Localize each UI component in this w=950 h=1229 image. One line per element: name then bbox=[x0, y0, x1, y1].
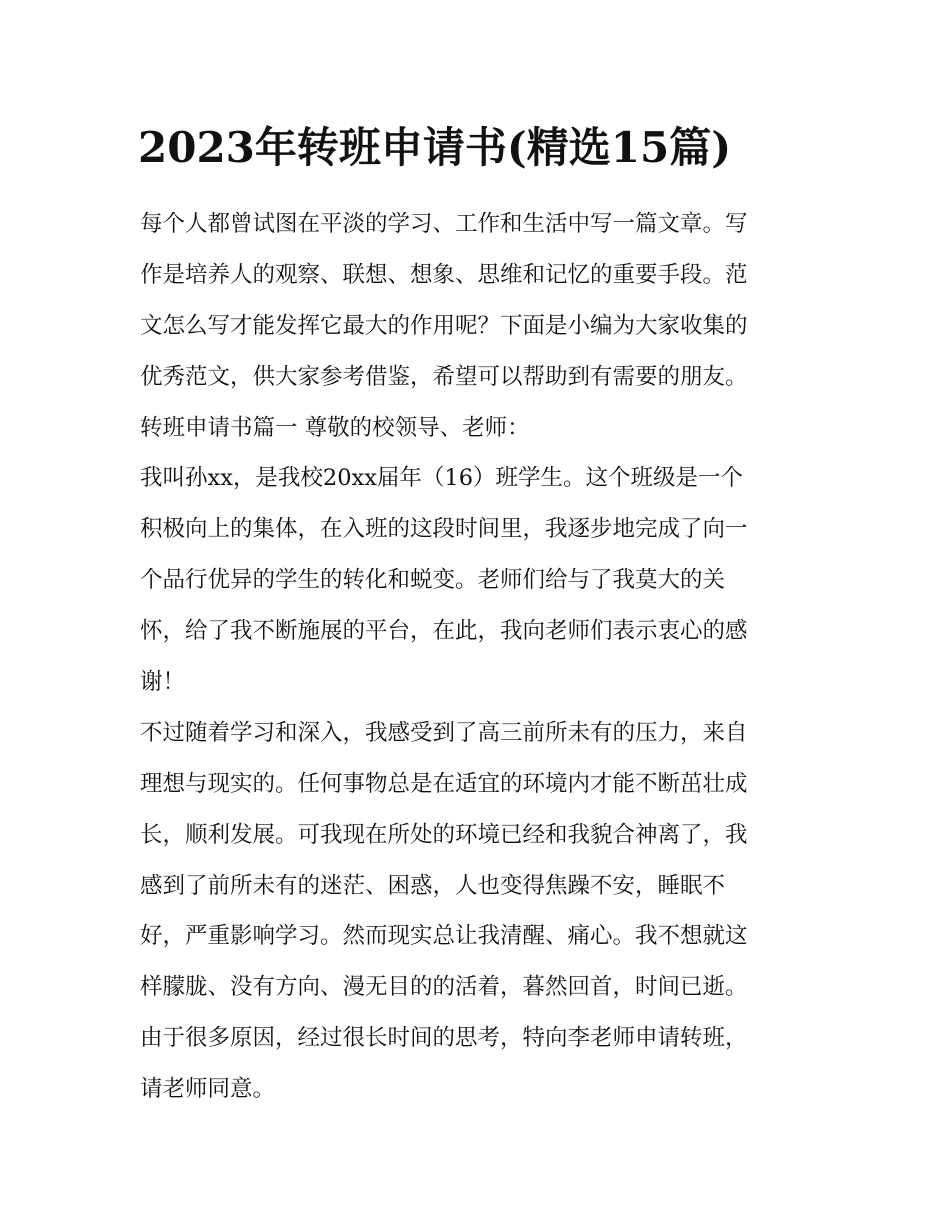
text-line: 个品行优异的学生的转化和蜕变。老师们给与了我莫大的关 bbox=[140, 567, 726, 594]
paragraph-intro bbox=[140, 199, 812, 403]
text-line: 好，严重影响学习。然而现实总让我清醒、痛心。我不想就这 bbox=[140, 923, 748, 950]
page-title: 2023年转班申请书(精选15篇) bbox=[138, 123, 732, 172]
document-body bbox=[140, 199, 812, 1115]
text-line: 怀，给了我不断施展的平台，在此，我向老师们表示衷心的感 bbox=[140, 618, 748, 645]
text-line: 优秀范文，供大家参考借鉴，希望可以帮助到有需要的朋友。 bbox=[140, 363, 748, 390]
text-line: 不过随着学习和深入，我感受到了高三前所未有的压力，来自 bbox=[140, 719, 748, 746]
text-line: 样朦胧、没有方向、漫无目的的活着，暮然回首，时间已逝。 bbox=[140, 974, 748, 1001]
text-line: 作是培养人的观察、联想、想象、思维和记忆的重要手段。范 bbox=[140, 261, 748, 288]
text-line: 感到了前所未有的迷茫、困惑，人也变得焦躁不安，睡眠不 bbox=[140, 872, 726, 899]
text-line: 谢！ bbox=[140, 669, 186, 696]
text-line: 长，顺利发展。可我现在所处的环境已经和我貌合神离了，我 bbox=[140, 821, 748, 848]
text-line: 我叫孙xx，是我校20xx届年（16）班学生。这个班级是一个 bbox=[140, 465, 744, 492]
paragraph-reason bbox=[140, 708, 812, 1115]
text-line: 积极向上的集体，在入班的这段时间里，我逐步地完成了向一 bbox=[140, 516, 748, 543]
text-line: 请老师同意。 bbox=[140, 1076, 276, 1103]
paragraph-self-introduction bbox=[140, 453, 812, 707]
text-line: 文怎么写才能发挥它最大的作用呢？下面是小编为大家收集的 bbox=[140, 312, 748, 339]
text-line: 每个人都曾试图在平淡的学习、工作和生活中写一篇文章。写 bbox=[140, 211, 748, 237]
paragraph-salutation bbox=[140, 403, 812, 454]
text-line: 由于很多原因，经过很长时间的思考，特向李老师申请转班， bbox=[140, 1025, 748, 1052]
text-line: 理想与现实的。任何事物总是在适宜的环境内才能不断茁壮成 bbox=[140, 770, 748, 797]
text-line: 转班申请书篇一 尊敬的校领导、老师： bbox=[140, 414, 530, 441]
